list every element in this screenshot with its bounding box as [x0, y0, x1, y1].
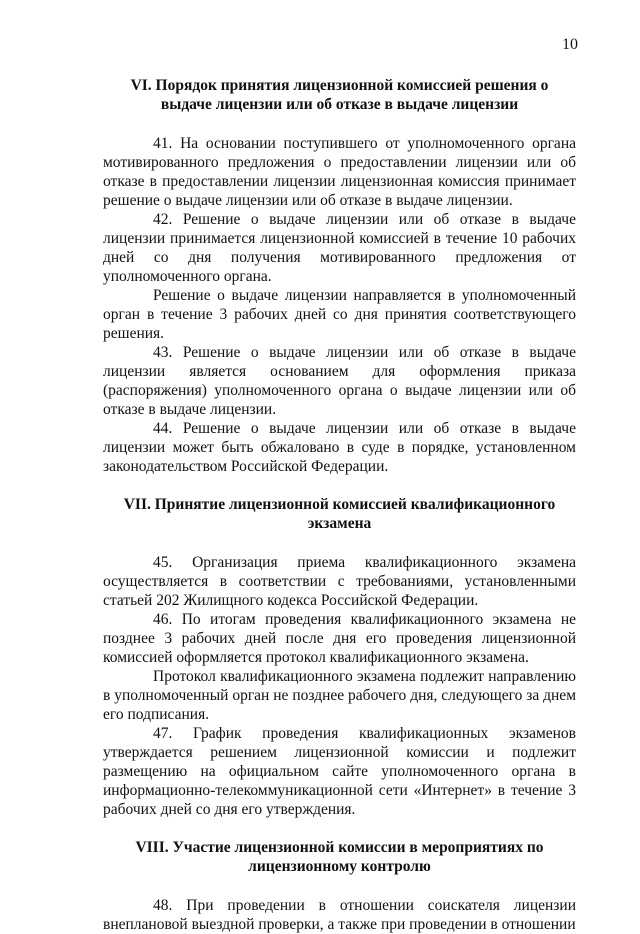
paragraph-44: 44. Решение о выдаче лицензии или об отказе в выдаче лицензии может быть обжаловано в суде в порядке, установленном законодательством Российской Федерации.: [103, 420, 576, 475]
section-heading: VIII. Участие лицензионной комиссии в мероприятиях по лицензионному контролю: [135, 839, 544, 875]
paragraph-43: 43. Решение о выдаче лицензии или об отказе в выдаче лицензии является основанием для оформления приказа (распоряжения) уполномоченного органа о выдаче лицензии или об отказе в выдаче лицензии.: [103, 344, 576, 418]
section-vi: [103, 76, 576, 476]
paragraph-45: 45. Организация приема квалификационного экзамена осуществляется в соответствии с требованиями, установленными статьей 202 Жилищного кодекса Российской Федерации.: [103, 554, 576, 609]
paragraph-42: 42. Решение о выдаче лицензии или об отказе в выдаче лицензии принимается лицензионной комиссией в течение 10 рабочих дней со дня получения мотивированного предложения от уполномоченного органа.: [103, 211, 576, 285]
paragraph-46-cont: Протокол квалификационного экзамена подлежит направлению в уполномоченный орган не позднее рабочего дня, следующего за днем его подписания.: [103, 668, 576, 723]
section-heading: VII. Принятие лицензионной комиссией квалификационного экзамена: [123, 496, 556, 532]
paragraph-47: 47. График проведения квалификационных экзаменов утверждается решением лицензионной комиссии и подлежит размещению на официальном сайте уполномоченного органа в информационно-телекоммуникационной сети «Интернет» в течение 3 рабочих дней со дня его утверждения.: [103, 725, 576, 818]
section-viii: [103, 838, 576, 934]
paragraph-41: 41. На основании поступившего от уполномоченного органа мотивированного предложения о предоставлении лицензии или об отказе в предоставлении лицензии лицензионная комиссия принимает решение о выдаче лицензии или об отказе в выдаче лицензии.: [103, 135, 576, 209]
document-body: [103, 76, 576, 934]
section-heading: VI. Порядок принятия лицензионной комиссией решения о выдаче лицензии или об отказе в выдаче лицензии: [130, 77, 549, 113]
page-number: 10: [562, 36, 578, 53]
section-vii: [103, 495, 576, 819]
paragraph-46: 46. По итогам проведения квалификационного экзамена не позднее 3 рабочих дней после дня его проведения лицензионной комиссией оформляется протокол квалификационного экзамена.: [103, 611, 576, 666]
paragraph-42-cont: Решение о выдаче лицензии направляется в уполномоченный орган в течение 3 рабочих дней со дня принятия соответствующего решения.: [103, 287, 576, 342]
paragraph-48: 48. При проведении в отношении соискателя лицензии внеплановой выездной проверки, а также при проведении в отношении: [103, 897, 576, 933]
